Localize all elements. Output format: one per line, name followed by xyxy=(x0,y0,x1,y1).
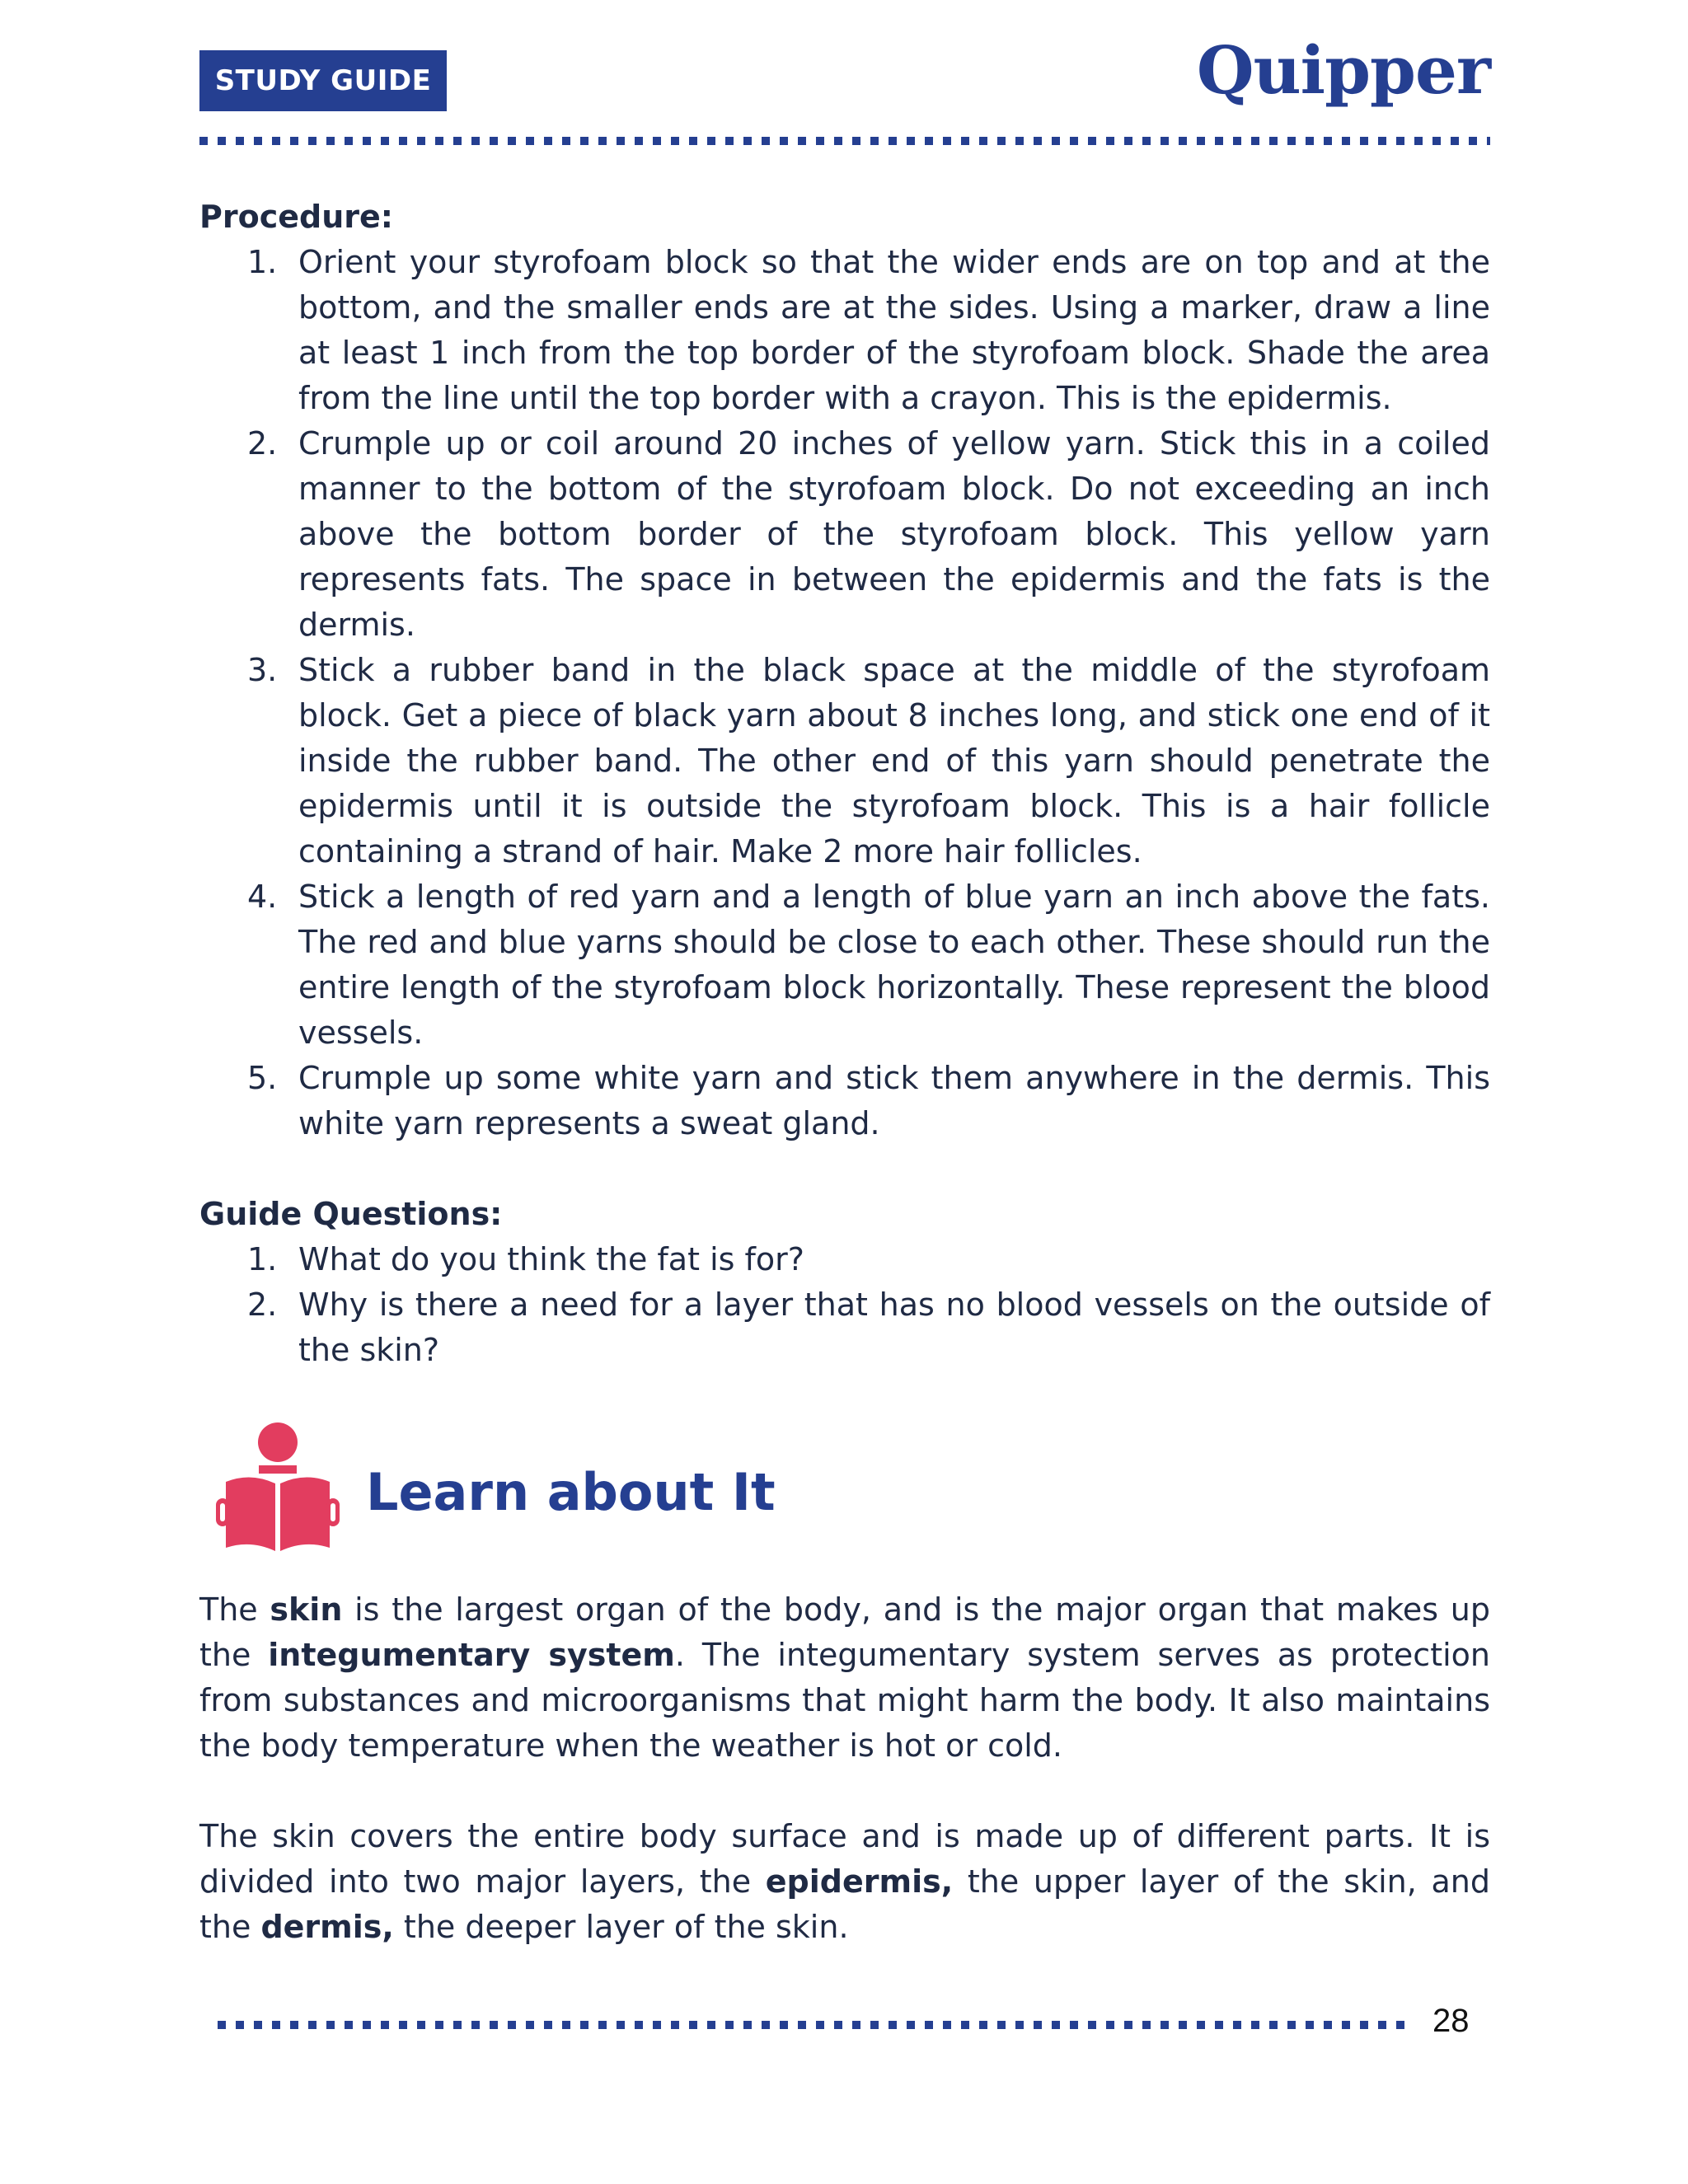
question-number: 1. xyxy=(247,1241,278,1277)
step-number: 5. xyxy=(247,1060,278,1096)
page-content xyxy=(199,194,1490,1950)
procedure-step xyxy=(199,874,1490,1056)
term-integumentary-system: integumentary system xyxy=(268,1637,675,1673)
step-text: Stick a rubber band in the black space at the middle of the styrofoam block. Get a piece of black yarn about 8 inches long, and stick one end of it inside the rubber band. The other end of this yarn should penetrate the epidermis until it is outside the styrofoam block. This is a hair follicle containing a strand of hair. Make 2 more hair follicles. xyxy=(298,652,1490,869)
step-number: 4. xyxy=(247,879,278,915)
procedure-step xyxy=(199,240,1490,421)
step-text: Crumple up or coil around 20 inches of yellow yarn. Stick this in a coiled manner to the bottom of the styrofoam block. Do not exceeding an inch above the bottom border of the styrofoam block. This yellow yarn represents fats. The space in between the epidermis and the fats is the dermis. xyxy=(298,425,1490,643)
question-text: Why is there a need for a layer that has no blood vessels on the outside of the skin? xyxy=(298,1286,1490,1368)
learn-about-it-header xyxy=(199,1422,1490,1587)
term-epidermis: epidermis, xyxy=(765,1863,954,1900)
procedure-step xyxy=(199,421,1490,648)
page-number: 28 xyxy=(1432,2003,1470,2039)
question-number: 2. xyxy=(247,1286,278,1323)
procedure-heading: Procedure: xyxy=(199,199,393,235)
procedure-step xyxy=(199,648,1490,874)
reading-person-icon xyxy=(216,1422,340,1554)
guide-question xyxy=(199,1237,1490,1282)
header-dotted-divider xyxy=(199,137,1490,145)
step-number: 3. xyxy=(247,652,278,688)
step-number: 2. xyxy=(247,425,278,462)
step-text: Stick a length of red yarn and a length of blue yarn an inch above the fats. The red and blue yarns should be close to each other. These should run the entire length of the styrofoam block horizontally. These represent the blood vessels. xyxy=(298,879,1490,1051)
footer-dotted-divider xyxy=(218,2021,1404,2029)
skin-intro-paragraph: The skin is the largest organ of the body, and is the major organ that makes up the integumentary system. The integumentary system serves as protection from substances and microorganisms that might harm the body. It also maintains the body temperature when the weather is hot or cold. xyxy=(199,1591,1490,1764)
procedure-steps xyxy=(199,240,1490,1146)
term-dermis: dermis, xyxy=(260,1909,394,1945)
procedure-step xyxy=(199,1056,1490,1146)
guide-question xyxy=(199,1282,1490,1373)
quipper-logo: Quipper xyxy=(1196,31,1490,109)
step-text: Crumple up some white yarn and stick them anywhere in the dermis. This white yarn represents a sweat gland. xyxy=(298,1060,1490,1141)
guide-questions-heading: Guide Questions: xyxy=(199,1196,503,1232)
step-number: 1. xyxy=(247,244,278,280)
step-text: Orient your styrofoam block so that the wider ends are on top and at the bottom, and the smaller ends are at the sides. Using a marker, draw a line at least 1 inch from the top border of the styrofoam block. Shade the area from the line until the top border with a crayon. This is the epidermis. xyxy=(298,244,1490,416)
question-text: What do you think the fat is for? xyxy=(298,1241,804,1277)
learn-about-it-title: Learn about It xyxy=(366,1462,776,1522)
guide-questions-list xyxy=(199,1237,1490,1373)
skin-layers-paragraph: The skin covers the entire body surface and is made up of different parts. It is divided into two major layers, the epidermis, the upper layer of the skin, and the dermis, the deeper layer of the skin. xyxy=(199,1818,1490,1945)
term-skin: skin xyxy=(270,1591,343,1628)
study-guide-badge: STUDY GUIDE xyxy=(199,50,447,111)
